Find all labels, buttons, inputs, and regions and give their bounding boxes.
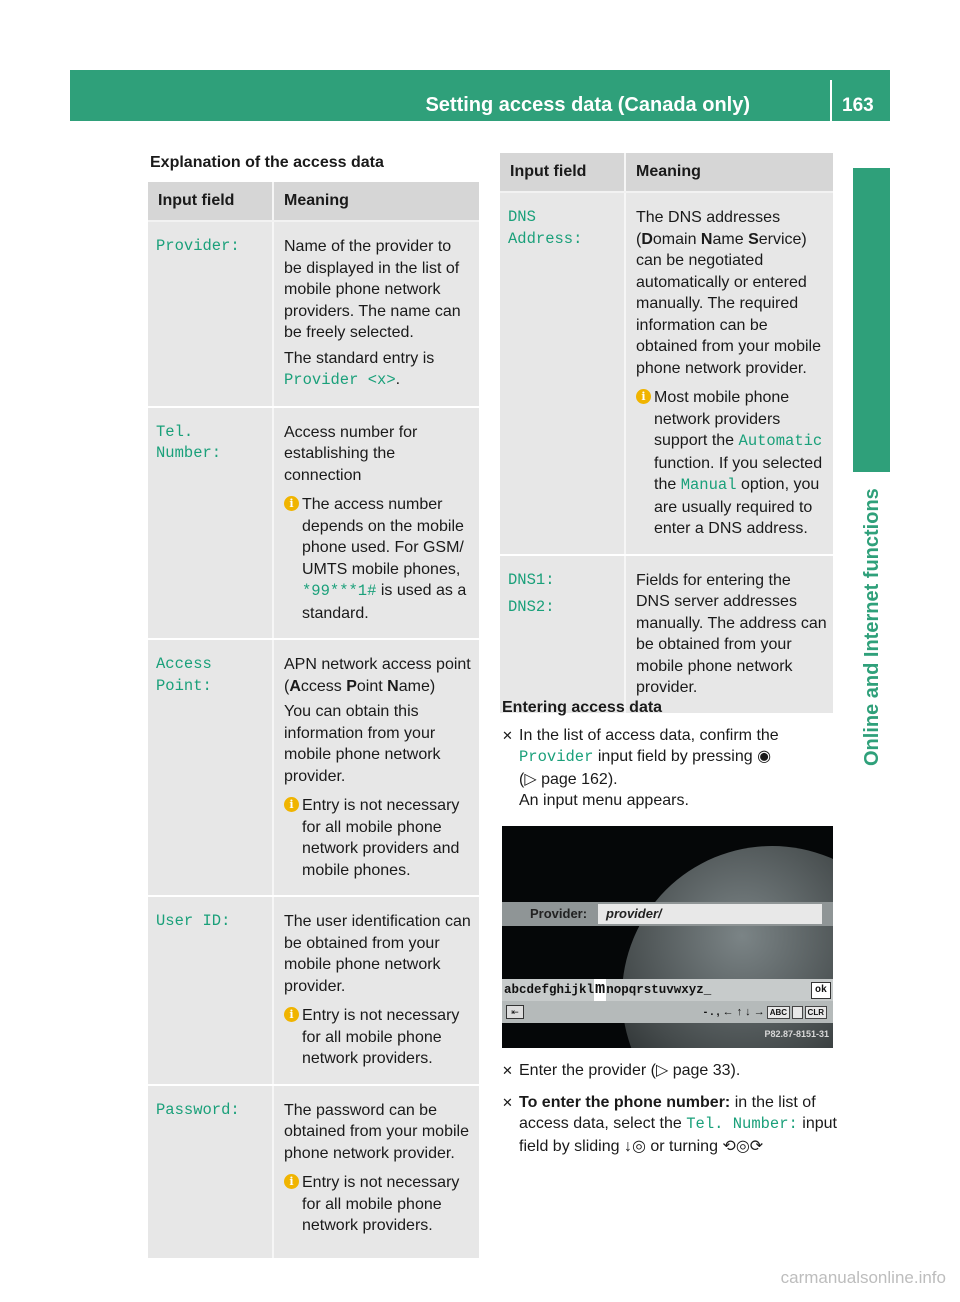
meaning-cell [273, 407, 479, 640]
page-number: 163 [842, 95, 874, 116]
symbol-keys: - . , ← ↑ ↓ → [703, 1006, 765, 1018]
field-point: Point: [156, 676, 212, 695]
meaning-text [636, 207, 827, 379]
step-text: Enter the provider (▷ page 33). [519, 1062, 741, 1079]
clr-key: CLR [805, 1006, 827, 1019]
entering-access-data [502, 697, 837, 822]
info-icon: i [636, 389, 651, 404]
info-icon: i [284, 797, 299, 812]
info-note [284, 795, 473, 881]
function-keys [704, 1001, 827, 1023]
col-header-field: Input field [148, 182, 273, 221]
text-fragment: The DNS addresses ( [636, 209, 781, 248]
space-key [792, 1006, 802, 1019]
text-fragment: oint [356, 677, 388, 695]
field-dns-address: DNS Address: [508, 208, 583, 248]
table-row [500, 192, 833, 555]
text-fragment: N [387, 677, 399, 695]
step-text: or turning [650, 1137, 718, 1155]
meaning-text: Fields for entering the DNS server addresses manually. The address can be obtained from your mobile phone network provider. [636, 571, 827, 696]
table-row [148, 639, 479, 896]
table-row [148, 407, 479, 640]
text-fragment: ame) [398, 677, 436, 695]
header-divider [830, 80, 832, 121]
keyboard-letters: abcdefghijkl [504, 983, 595, 997]
meaning-text: Name of the provider to be displayed in the list of mobile phone network providers. The name can be freely selected. [284, 238, 461, 341]
access-data-table [148, 182, 479, 1260]
field-user-id: User ID: [156, 912, 231, 930]
note-text: function. If you selected the [654, 454, 823, 493]
meaning-text: You can obtain this information from your mobile phone network provider. [284, 703, 441, 785]
ok-key: ok [811, 982, 831, 999]
provider-row [502, 902, 833, 926]
meaning-cell [625, 555, 833, 714]
press-controller-icon: ◉ [757, 748, 772, 765]
note-text: The access number depends on the mobile phone used. For GSM/ UMTS mobile phones, [302, 496, 464, 578]
field-cell [500, 555, 625, 714]
info-note [284, 1005, 473, 1070]
code-automatic: Automatic [738, 432, 823, 450]
side-section-label: Online and Internet functions [860, 488, 883, 766]
slide-controller-icon: ↓◎ [623, 1137, 646, 1155]
page-header [70, 70, 890, 121]
step-arrow-icon: ✕ [502, 727, 513, 743]
info-icon: i [284, 1174, 299, 1189]
field-cell [148, 407, 273, 640]
table-row [148, 1085, 479, 1259]
info-icon: i [284, 1007, 299, 1022]
code-tel-number: Tel. Number: [686, 1115, 798, 1133]
note-text: option, you are usually required to enter a DNS address. [654, 476, 820, 537]
text-fragment: A [289, 677, 301, 695]
page-reference: (▷ page 162). [519, 770, 618, 788]
field-cell [500, 192, 625, 555]
function-bar [502, 1001, 833, 1023]
text-fragment: S [748, 230, 759, 248]
entering-heading: Entering access data [502, 699, 663, 716]
instruction-step [502, 1060, 837, 1082]
table-row [148, 221, 479, 407]
step-text: input field by pressing [597, 748, 753, 765]
table-row [148, 896, 479, 1085]
meaning-cell [273, 896, 479, 1085]
text-fragment: . [395, 371, 401, 388]
note-text: Entry is not necessary for all mobile phone network providers. [302, 1007, 460, 1067]
step-result: An input menu appears. [519, 792, 689, 809]
meaning-cell [625, 192, 833, 555]
code-provider: Provider [519, 748, 594, 766]
field-cell [148, 896, 273, 1085]
col-header-field: Input field [500, 153, 625, 192]
code-manual: Manual [680, 476, 737, 494]
col-header-meaning: Meaning [273, 182, 479, 221]
text-fragment: ervice) [758, 230, 807, 248]
section-heading: Explanation of the access data [150, 154, 384, 171]
step-text: in the list of access data, select the [519, 1093, 816, 1132]
dns-data-table [500, 153, 833, 715]
field-provider: Provider: [156, 237, 240, 255]
code-access-number: *99***1# [302, 582, 377, 600]
field-cell [148, 639, 273, 896]
text-fragment: ccess [300, 677, 347, 695]
abc-key: ABC [767, 1006, 790, 1019]
table-header-row [500, 153, 833, 192]
side-tab [853, 168, 890, 472]
meaning-text [284, 348, 473, 392]
selected-letter: m [595, 980, 606, 999]
step-arrow-icon: ✕ [502, 1094, 513, 1110]
table-row [500, 555, 833, 714]
meaning-cell [273, 221, 479, 407]
image-code: P82.87-8151-31 [764, 1028, 829, 1039]
meaning-text: Access number for establishing the connection [284, 423, 418, 484]
turn-controller-icon: ⟲◎⟳ [722, 1137, 764, 1155]
step-arrow-icon: ✕ [502, 1063, 513, 1078]
field-access: Access [156, 655, 212, 673]
text-fragment: APN network access point ( [284, 656, 471, 695]
step-bold-text: To enter the phone number: [519, 1093, 731, 1111]
text-fragment: ame [712, 230, 749, 248]
text-fragment: can be negotiated automatically or entered manually. The required information can be obtained from your mobile phone network provider. [636, 252, 821, 377]
input-menu-screenshot [502, 826, 833, 1048]
step-text: In the list of access data, confirm the [519, 726, 779, 744]
meaning-text [284, 654, 473, 697]
code-provider-x: Provider <x> [284, 371, 396, 389]
back-key-icon: ⇤ [506, 1005, 524, 1019]
note-text: Entry is not necessary for all mobile phone network providers and mobile phones. [302, 797, 460, 879]
field-password: Password: [156, 1100, 240, 1119]
entering-steps [502, 1060, 837, 1167]
watermark: carmanualsonline.info [780, 1267, 946, 1287]
text-fragment: The standard entry is [284, 349, 435, 367]
info-note [284, 1172, 473, 1237]
note-text: Entry is not necessary for all mobile phone network providers. [302, 1174, 460, 1234]
field-dns2: DNS2: [508, 598, 555, 616]
note-text: Most mobile phone network providers support the [654, 389, 790, 449]
note-text: is used as a standard. [302, 582, 467, 622]
info-note [284, 494, 473, 624]
meaning-cell [273, 1085, 479, 1259]
info-note [636, 387, 827, 540]
field-cell [148, 221, 273, 407]
field-dns1: DNS1: [508, 570, 555, 589]
meaning-text: The password can be obtained from your mobile phone network provider. [284, 1101, 469, 1162]
keyboard-letters: nopqrstuvwxyz_ [606, 983, 712, 997]
page-title: Setting access data (Canada only) [425, 94, 750, 116]
meaning-text: The user identification can be obtained from your mobile phone network provider. [284, 913, 471, 995]
provider-input: provider/ [598, 904, 822, 924]
text-fragment: omain [652, 230, 701, 248]
field-cell [148, 1085, 273, 1259]
text-fragment: P [346, 677, 357, 695]
instruction-step [502, 1092, 837, 1158]
col-header-meaning: Meaning [625, 153, 833, 192]
meaning-cell [273, 639, 479, 896]
text-fragment: N [700, 230, 713, 248]
field-tel-number: Tel. Number: [156, 422, 222, 462]
step-text: input field by sliding [519, 1115, 837, 1155]
text-fragment: D [641, 230, 653, 248]
table-header-row [148, 182, 479, 221]
instruction-step [502, 725, 837, 812]
character-bar [502, 979, 833, 1001]
provider-label: Provider: [530, 906, 588, 921]
info-icon: i [284, 496, 299, 511]
